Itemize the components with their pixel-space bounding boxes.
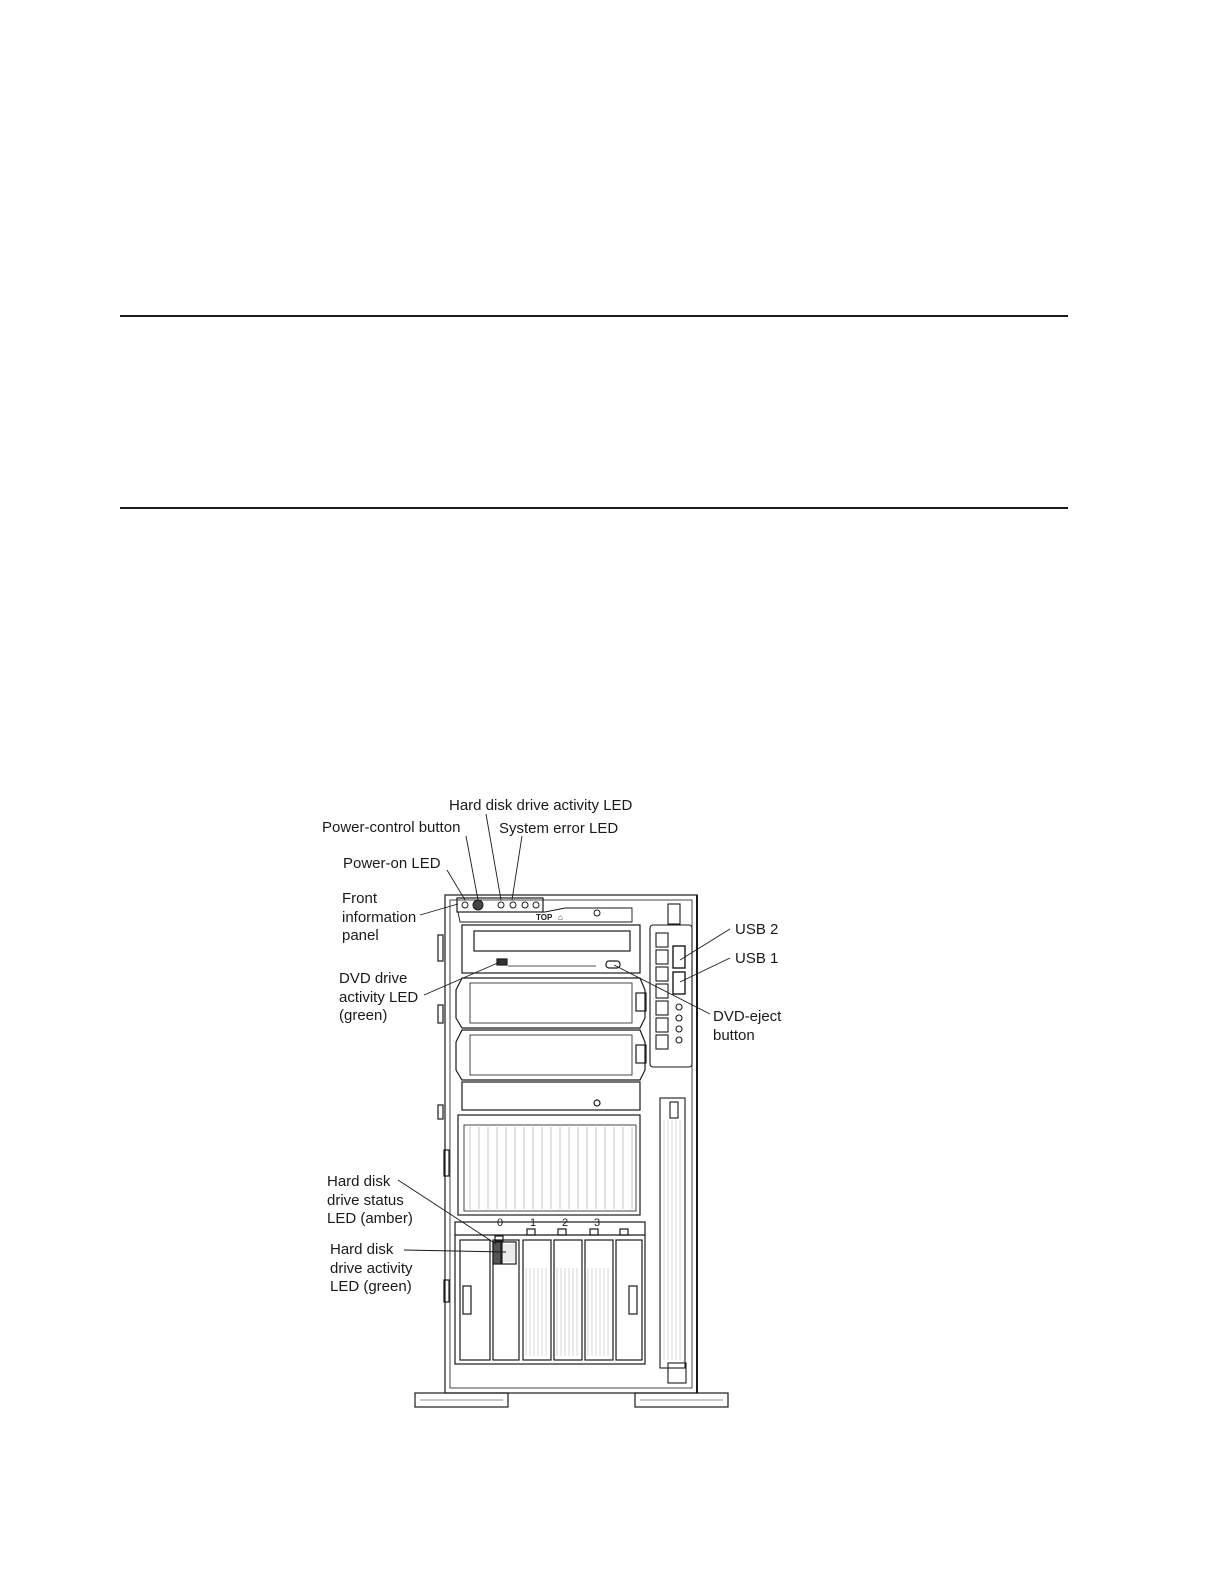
bay-filler-1 bbox=[456, 978, 646, 1028]
hdd-cage bbox=[455, 1222, 645, 1364]
power-control-button-knob bbox=[473, 900, 483, 910]
svg-text:⌂: ⌂ bbox=[558, 913, 563, 922]
front-vent-grille bbox=[458, 1115, 640, 1215]
usb-1-port bbox=[673, 972, 685, 994]
dvd-activity-led-indicator bbox=[497, 959, 507, 965]
drive-bay-label-0: 0 bbox=[497, 1217, 504, 1229]
callout-dvd-eject-line1: DVD-eject bbox=[713, 1008, 782, 1025]
hdd-bay-3 bbox=[585, 1240, 613, 1360]
bay-filler-2 bbox=[456, 1030, 646, 1080]
hdd-bay-1 bbox=[523, 1240, 551, 1360]
callout-system-error-led: System error LED bbox=[499, 820, 619, 837]
operator-side-panel bbox=[650, 904, 692, 1383]
drive-bay-label-2: 2 bbox=[562, 1217, 569, 1229]
hdd-activity-led-dot bbox=[498, 902, 504, 908]
usb-2-port bbox=[673, 946, 685, 968]
side-vent-hatch bbox=[664, 1120, 680, 1360]
callout-dvd-eject-line2: button bbox=[713, 1027, 755, 1044]
callout-power-on-led: Power-on LED bbox=[343, 855, 441, 872]
callout-dvd-activity-led-line1: DVD drive bbox=[339, 970, 408, 987]
callout-hdd-status-led-line2: drive status bbox=[327, 1192, 404, 1209]
callout-hdd-activity-led: Hard disk drive activity LED bbox=[449, 797, 633, 814]
callout-front-info-panel-line2: information bbox=[342, 909, 417, 926]
system-error-led-dot bbox=[510, 902, 516, 908]
empty-bay-3 bbox=[462, 1082, 640, 1110]
drive-bay-label-1: 1 bbox=[530, 1217, 537, 1229]
callout-front-info-panel-line1: Front bbox=[342, 890, 378, 907]
callout-power-control-button: Power-control button bbox=[322, 819, 461, 836]
server-chassis bbox=[438, 895, 697, 1393]
callout-dvd-activity-led-line3: (green) bbox=[339, 1007, 388, 1024]
panel-top-marking: TOP bbox=[536, 913, 553, 922]
callout-usb2: USB 2 bbox=[735, 921, 779, 938]
callout-dvd-activity-led-line2: activity LED bbox=[339, 989, 419, 1006]
callout-front-info-panel-line3: panel bbox=[342, 927, 379, 944]
callout-hdd-activity-green-line3: LED (green) bbox=[330, 1278, 412, 1295]
callout-hdd-activity-green-line2: drive activity bbox=[330, 1260, 413, 1277]
callout-hdd-status-led-line1: Hard disk bbox=[327, 1173, 391, 1190]
callout-usb1: USB 1 bbox=[735, 950, 779, 967]
callout-hdd-activity-green-line1: Hard disk bbox=[330, 1241, 394, 1258]
power-on-led-dot bbox=[462, 902, 468, 908]
drive-bay-label-3: 3 bbox=[594, 1217, 601, 1229]
callout-hdd-status-led-line3: LED (amber) bbox=[327, 1210, 413, 1227]
hdd-bay-2 bbox=[554, 1240, 582, 1360]
server-feet bbox=[415, 1393, 728, 1407]
hdd-status-led-indicator bbox=[493, 1242, 501, 1264]
vent-hatch bbox=[470, 1127, 632, 1209]
dvd-drive bbox=[462, 925, 640, 973]
